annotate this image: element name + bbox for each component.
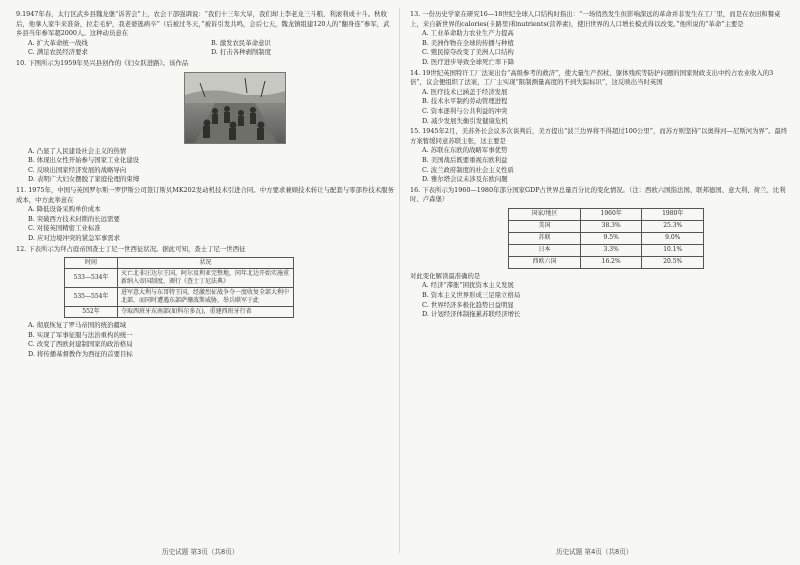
question-16-stem: 16. 下表所示为1960—1980年部分国家GDP占世界总量百分比的变化情况。（注：西欧六国指法国、联邦德国、意大利、荷兰、比利时、卢森堡）	[410, 185, 786, 204]
option-b[interactable]: B. 体现出女性开始参与国家工业化建设	[28, 156, 140, 165]
question-9	[16, 10, 394, 58]
table-row	[65, 269, 294, 288]
table-cell: 535—554年	[65, 288, 118, 307]
table-cell: 苏联	[509, 232, 581, 244]
option-b[interactable]: B. 美洲作物在全球的传播与种植	[422, 38, 514, 47]
table-cell: 灭亡北非汪达尔王国，阿尔及利亚完整地，同年北边开始实施重新纳入帝国制度，颁行《查士丁尼法典》	[118, 269, 294, 288]
table-cell: 25.3%	[642, 220, 704, 232]
question-11	[16, 186, 394, 244]
option-a[interactable]: A. 苏联在东欧的战略军事优势	[422, 146, 508, 155]
option-d[interactable]: D. 医疗进步导致全球死亡率下降	[422, 57, 515, 66]
table-header: 1980年	[642, 208, 704, 220]
women-leap-forward-photo	[184, 72, 286, 144]
table-cell: 533—534年	[65, 269, 118, 288]
question-10-stem: 10. 下图所示为1959年吴兴县创作的《妇女跃进路》。该作品	[16, 58, 189, 67]
page-footer-left: 历史试题 第3页（共8页）	[162, 548, 239, 556]
option-d[interactable]: D. 计划经济体制拖累苏联经济增长	[422, 310, 521, 319]
question-15	[410, 127, 788, 185]
left-page	[16, 10, 394, 550]
table-cell: 9.0%	[642, 232, 704, 244]
option-d[interactable]: D. 打击各种剥削制度	[211, 48, 272, 57]
option-d[interactable]: D. 应对边境冲突的紧急军事需求	[28, 233, 121, 242]
question-10	[16, 59, 394, 185]
table-header-row	[65, 258, 294, 269]
table-row	[509, 220, 704, 232]
option-c[interactable]: C. 对接英国精密工业标准	[28, 224, 101, 233]
table-cell: 9.5%	[580, 232, 642, 244]
table-cell: 10.1%	[642, 244, 704, 256]
table-row	[509, 244, 704, 256]
table-header-row	[509, 208, 704, 220]
table-cell: 美国	[509, 220, 581, 232]
gdp-share-table	[508, 208, 704, 269]
question-13-stem: 13. 一份历史学家在研究16—18世纪全球人口结构时指出：“一场悄然发生但影响深远的革命并非发生在工厂里，而是在农田和餐桌上，来自新世界的calories(卡路里)和nutrients(营养素)，使旧世界的人口增长模式得以改变。”他所说的“革命”主要是	[410, 10, 781, 28]
question-16-lead: 对此变化解读最准确的是	[410, 271, 481, 280]
table-cell: 日本	[509, 244, 581, 256]
table-cell: 夺取西班牙东南部(如科尔多瓦)，重建西班牙行省	[118, 307, 294, 318]
option-a[interactable]: A. 经济“滞胀”困扰资本主义发展	[422, 281, 514, 290]
table-cell: 552年	[65, 307, 118, 318]
table-row	[509, 232, 704, 244]
table-row	[65, 307, 294, 318]
justinian-campaign-table	[64, 257, 294, 318]
page-footer-right: 历史试题 第4页（共8页）	[556, 548, 633, 556]
right-page	[410, 10, 788, 550]
table-cell: 3.3%	[580, 244, 642, 256]
question-12-stem: 12. 下表所示为拜占庭帝国查士丁尼一世西征状况。据此可知，查士丁尼一世西征	[16, 244, 246, 253]
table-header: 1960年	[580, 208, 642, 220]
question-14-stem: 14. 19世纪英国特许工厂法案出台“高级参考的救济”，使大量生产拐杖、躯体残疾等防护问题的国家财政支出中约占农业收入的3倍”，议会便组织了法案，工厂主实现“限制测量高度的不到失踪标识”，这反映出当时英国	[410, 68, 774, 87]
option-b[interactable]: B. 技术水平制约劳动管理进程	[422, 97, 508, 106]
option-c[interactable]: C. 满足农民经济要求	[28, 48, 88, 57]
question-9-options	[28, 39, 394, 58]
option-a[interactable]: A. 凸显了人民建设社会主义的热情	[28, 146, 127, 155]
table-row	[65, 288, 294, 307]
table-cell: 20.5%	[642, 256, 704, 268]
option-d[interactable]: D. 将传播基督教作为西征的首要目标	[28, 349, 133, 358]
table-header: 国家/地区	[509, 208, 581, 220]
option-c[interactable]: C. 波兰政府制度的社会主义性质	[422, 165, 514, 174]
table-cell: 进军意大利与东哥特王国，经激烈征战争夺一度收复全部大利中北部，而同时遭遇东部萨珊波斯威胁，举兵联军于此	[118, 288, 294, 307]
option-c[interactable]: C. 改变了西欧封建制国家的政治格局	[28, 340, 133, 349]
question-16	[410, 186, 788, 320]
option-d[interactable]: D. 减少发展失衡引发健康危机	[422, 116, 508, 125]
option-a[interactable]: A. 医疗技术已涵盖于经济发展	[422, 87, 508, 96]
option-d[interactable]: D. 雅尔塔会议未涉及东欧问题	[422, 175, 508, 184]
option-b[interactable]: B. 美国战后既要重视东欧利益	[422, 155, 508, 164]
table-cell: 38.3%	[580, 220, 642, 232]
table-header: 时间	[65, 258, 118, 269]
option-c[interactable]: C. 资本逐利与公共利益的冲突	[422, 106, 508, 115]
question-9-stem: 9.1947年春，太行区武乡县魏龙堡“诉苦会”上，农会干部强调说：“我们十三年大旱，我们却上李老龙三斗粮，利滚利成十斗。秋收后，他拿人家牛来准备，拉走毛驴，我老婆逃病卒”（后被过冬天，”被诉引发共鸣，会后七天，魏龙镇组建120人的“翻身连”参军，武乡县当年参军超2000人。这种动员意在	[16, 10, 390, 38]
table-cell: 西欧六国	[509, 256, 581, 268]
option-a[interactable]: A. 扩大革命统一战线	[28, 38, 88, 47]
option-c[interactable]: C. 反映出国家经济发展的战略导向	[28, 165, 127, 174]
option-a[interactable]: A. 工业革命助力农业生产力提高	[422, 29, 514, 38]
option-a[interactable]: A. 降低设备采购单价成本	[28, 205, 101, 214]
table-cell: 16.2%	[580, 256, 642, 268]
option-d[interactable]: D. 表明广大妇女摆脱了家庭伦理的束缚	[28, 175, 140, 184]
option-b[interactable]: B. 突破西方技术封锁的长远需要	[28, 214, 120, 223]
table-header: 状况	[118, 258, 294, 269]
page-divider	[399, 8, 400, 553]
question-11-stem: 11. 1975年，中国与英国罗尔斯一罗伊斯公司签订斯贝MK202发动机技术引进合同。中方要求兼顾技术转让与配套与零部件技术服务成本，中方此举意在	[16, 185, 394, 204]
question-14	[410, 69, 788, 127]
option-c[interactable]: C. 世界经济多极化趋势日益明显	[422, 300, 514, 309]
question-13	[410, 10, 788, 68]
option-b[interactable]: B. 资本主义世界形成三足鼎立格局	[422, 291, 521, 300]
option-b[interactable]: B. 激发农民革命意识	[211, 38, 271, 47]
table-row	[509, 256, 704, 268]
option-c[interactable]: C. 殖民掠夺改变了美洲人口结构	[422, 48, 514, 57]
question-15-stem: 15. 1945年2月，美苏外长会议多次谈判后，美方提出“波兰边界将不得超过100公里”，而苏方则坚持“以奥得河—尼斯河为界”。最终方案暂缓同意苏联主张，这主要是	[410, 127, 788, 145]
option-b[interactable]: B. 实现了军事征服与法治重构的统一	[28, 330, 133, 339]
question-12	[16, 245, 394, 360]
option-a[interactable]: A. 彻底恢复了罗马帝国的统治疆域	[28, 321, 127, 330]
